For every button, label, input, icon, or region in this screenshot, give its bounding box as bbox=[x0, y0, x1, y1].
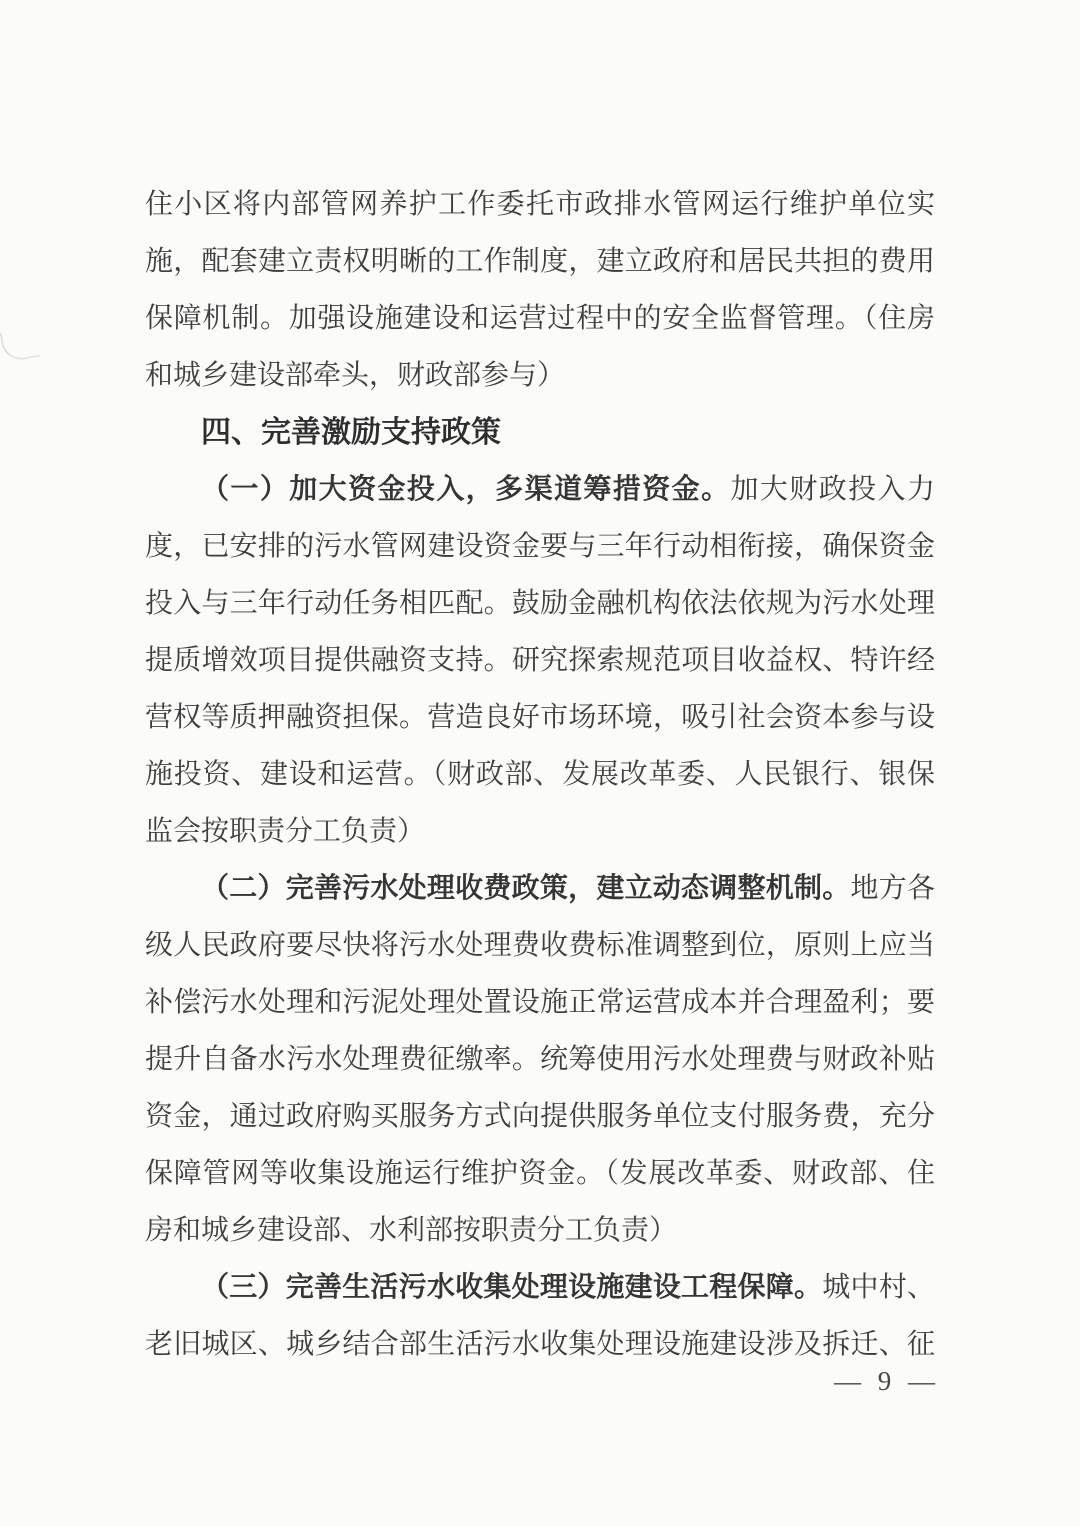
text-segment: 和城乡建设部牵头，财政部参与） bbox=[145, 360, 566, 391]
scan-artifact bbox=[0, 327, 40, 363]
text-line bbox=[145, 1031, 935, 1088]
text-segment: 监会按职责分工负责） bbox=[145, 816, 426, 847]
text-segment: 加大财政投入力 bbox=[730, 474, 935, 505]
text-line bbox=[145, 1145, 935, 1202]
text-segment: 保障机制。加强设施建设和运营过程中的安全监督管理。 bbox=[145, 303, 864, 334]
document-text-block bbox=[145, 176, 935, 1373]
text-line bbox=[145, 1259, 935, 1316]
text-segment: 施投资、建设和运营。 bbox=[145, 759, 433, 790]
text-segment: 保障管网等收集设施运行维护资金。 bbox=[145, 1158, 605, 1189]
text-line bbox=[145, 1088, 935, 1145]
text-segment: 房和城乡建设部、水利部按职责分工负责） bbox=[145, 1215, 678, 1246]
text-line bbox=[145, 347, 935, 404]
text-segment: （二）完善污水处理收费政策，建立动态调整机制。 bbox=[201, 873, 851, 904]
text-segment: 投入与三年行动任务相匹配。鼓励金融机构依法依规为污水处理 bbox=[145, 588, 935, 619]
text-segment: 度，已安排的污水管网建设资金要与三年行动相衔接，确保资金 bbox=[145, 531, 935, 562]
text-segment: （财政部、发展改革委、人民银行、银保 bbox=[432, 759, 935, 790]
text-line bbox=[145, 518, 935, 575]
text-line bbox=[145, 803, 935, 860]
text-line bbox=[145, 974, 935, 1031]
text-line bbox=[145, 689, 935, 746]
text-segment: 住小区将内部管网养护工作委托市政排水管网运行维护单位实 bbox=[145, 189, 935, 220]
text-segment: 营权等质押融资担保。营造良好市场环境，吸引社会资本参与设 bbox=[145, 702, 935, 733]
text-segment: 城中村、 bbox=[822, 1272, 935, 1303]
text-line bbox=[145, 746, 935, 803]
text-segment: （一）加大资金投入，多渠道筹措资金。 bbox=[201, 474, 731, 505]
text-segment: （发展改革委、财政部、住 bbox=[604, 1158, 935, 1189]
text-segment: 施，配套建立责权明晰的工作制度，建立政府和居民共担的费用 bbox=[145, 246, 935, 277]
text-segment: 资金，通过政府购买服务方式向提供服务单位支付服务费，充分 bbox=[145, 1101, 935, 1132]
text-line bbox=[145, 1316, 935, 1373]
text-segment: 老旧城区、城乡结合部生活污水收集处理设施建设涉及拆迁、征 bbox=[145, 1329, 935, 1360]
text-line bbox=[145, 176, 935, 233]
text-line bbox=[145, 917, 935, 974]
text-line bbox=[145, 233, 935, 290]
text-segment: 级人民政府要尽快将污水处理费收费标准调整到位，原则上应当 bbox=[145, 930, 935, 961]
text-segment: 提升自备水污水处理费征缴率。统筹使用污水处理费与财政补贴 bbox=[145, 1044, 935, 1075]
text-segment: （三）完善生活污水收集处理设施建设工程保障。 bbox=[201, 1272, 823, 1303]
text-segment: 提质增效项目提供融资支持。研究探索规范项目收益权、特许经 bbox=[145, 645, 935, 676]
text-line bbox=[145, 632, 935, 689]
section-heading bbox=[145, 404, 935, 461]
text-segment: （住房 bbox=[863, 303, 935, 334]
text-line bbox=[145, 461, 935, 518]
text-segment: 四、完善激励支持政策 bbox=[201, 415, 501, 450]
text-segment: 地方各 bbox=[850, 873, 935, 904]
text-line bbox=[145, 860, 935, 917]
page-number: — 9 — bbox=[834, 1366, 940, 1396]
text-line bbox=[145, 290, 935, 347]
text-line bbox=[145, 575, 935, 632]
text-line bbox=[145, 1202, 935, 1259]
text-segment: 补偿污水处理和污泥处理处置设施正常运营成本并合理盈利；要 bbox=[145, 987, 935, 1018]
